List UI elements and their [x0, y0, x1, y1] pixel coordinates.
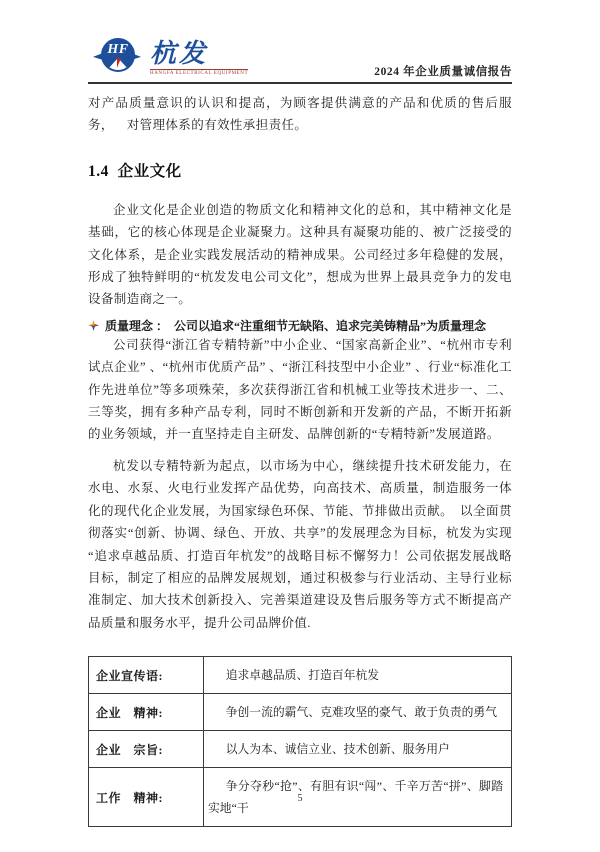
row-value: 争创一流的霸气、克难攻坚的豪气、敢于负责的勇气 — [204, 694, 512, 731]
company-logo — [93, 38, 248, 76]
section-heading: 1.4 企业文化 — [88, 162, 182, 180]
quality-concept-text: 质量理念 ： 公司以追求“注重细节无缺陷、追求完美铸精品”为质量理念 — [105, 318, 487, 333]
table-row-slogan — [89, 657, 512, 694]
emblem-circle-icon — [101, 38, 135, 72]
row-label: 工作 精神: — [89, 768, 204, 827]
brand-block — [150, 38, 248, 76]
report-title: 2024 年企业质量诚信报告 — [374, 66, 512, 78]
emblem-monogram: HF — [107, 42, 129, 57]
table-row-spirit — [89, 694, 512, 731]
page-header — [88, 36, 512, 84]
row-label: 企业宣传语: — [89, 657, 204, 694]
brand-subtext: HANGFA ELECTRICAL EQUIPMENT — [150, 71, 249, 76]
row-value: 追求卓越品质、打造百年杭发 — [204, 657, 512, 694]
paragraph-strategy: 杭发以专精特新为起点，以市场为中心，继续提升技术研发能力，在水电、水泵、火电行业发挥产品优势，向高技术、高质量，制造服务一体化的现代化企业发展，为国家绿色环保、节能、节排做出贡献。 以全面贯彻落实“创新、协调、绿色、开放、共享”的发展理念为目标，杭发为实现“追求卓越品质、打造百年杭发”的战略目标不懈努力！公司依据发展战略目标，制定了相应的品牌发展规划，通过积极参与行业活动、主导行业标准制定、加大技术创新投入、完善渠道建设及售后服务等方式不断提高产品质量和服务水平，提升公司品牌价值. — [88, 458, 512, 630]
row-value: 争分夺秒“抢”、有胆有识“闯”、千辛万苦“拼”、脚踏实地“干 — [204, 768, 512, 827]
row-label: 企业 宗旨: — [89, 731, 204, 768]
brand-name: 杭发 — [150, 39, 209, 68]
paragraph-continuation: 对产品质量意识的认识和提高，为顾客提供满意的产品和优质的售后服务， 对管理体系的有效性承担责任。 — [88, 96, 512, 133]
hf-emblem-icon — [93, 38, 143, 76]
quality-concept-line — [88, 317, 512, 334]
paragraph-honors: 公司获得“浙江省专精特新”中小企业、“国家高新企业”、“杭州市专利试点企业” 、“杭州市优质产品” 、“浙江科技型中小企业” 、行业“标准化工作先进单位”等多项殊荣，多次获得浙江省和机械工业等技术进步一、二、三等奖，拥有多种产品专利，同时不断创新和开发新的产品，不断开拓新的业务领域，并一直坚持走自主研发、品牌创新的“专精特新”发展道路。 — [88, 337, 512, 442]
row-value: 以人为本、诚信立业、技术创新、服务用户 — [204, 731, 512, 768]
row-label: 企业 精神: — [89, 694, 204, 731]
colored-diamond-bullet-icon — [88, 320, 99, 331]
emblem-right-wing-icon — [131, 53, 141, 60]
paragraph-culture-intro: 企业文化是企业创造的物质文化和精神文化的总和，其中精神文化是基础，它的核心体现是企业凝聚力。这种具有凝聚功能的、被广泛接受的文化体系，是企业实践发展活动的精神成果。公司经过多年稳健的发展，形成了独特鲜明的“杭发发电公司文化”，想成为世界上最具竞争力的发电设备制造商之一。 — [88, 202, 512, 307]
table-row-tenet — [89, 731, 512, 768]
page-number: 5 — [297, 793, 303, 804]
